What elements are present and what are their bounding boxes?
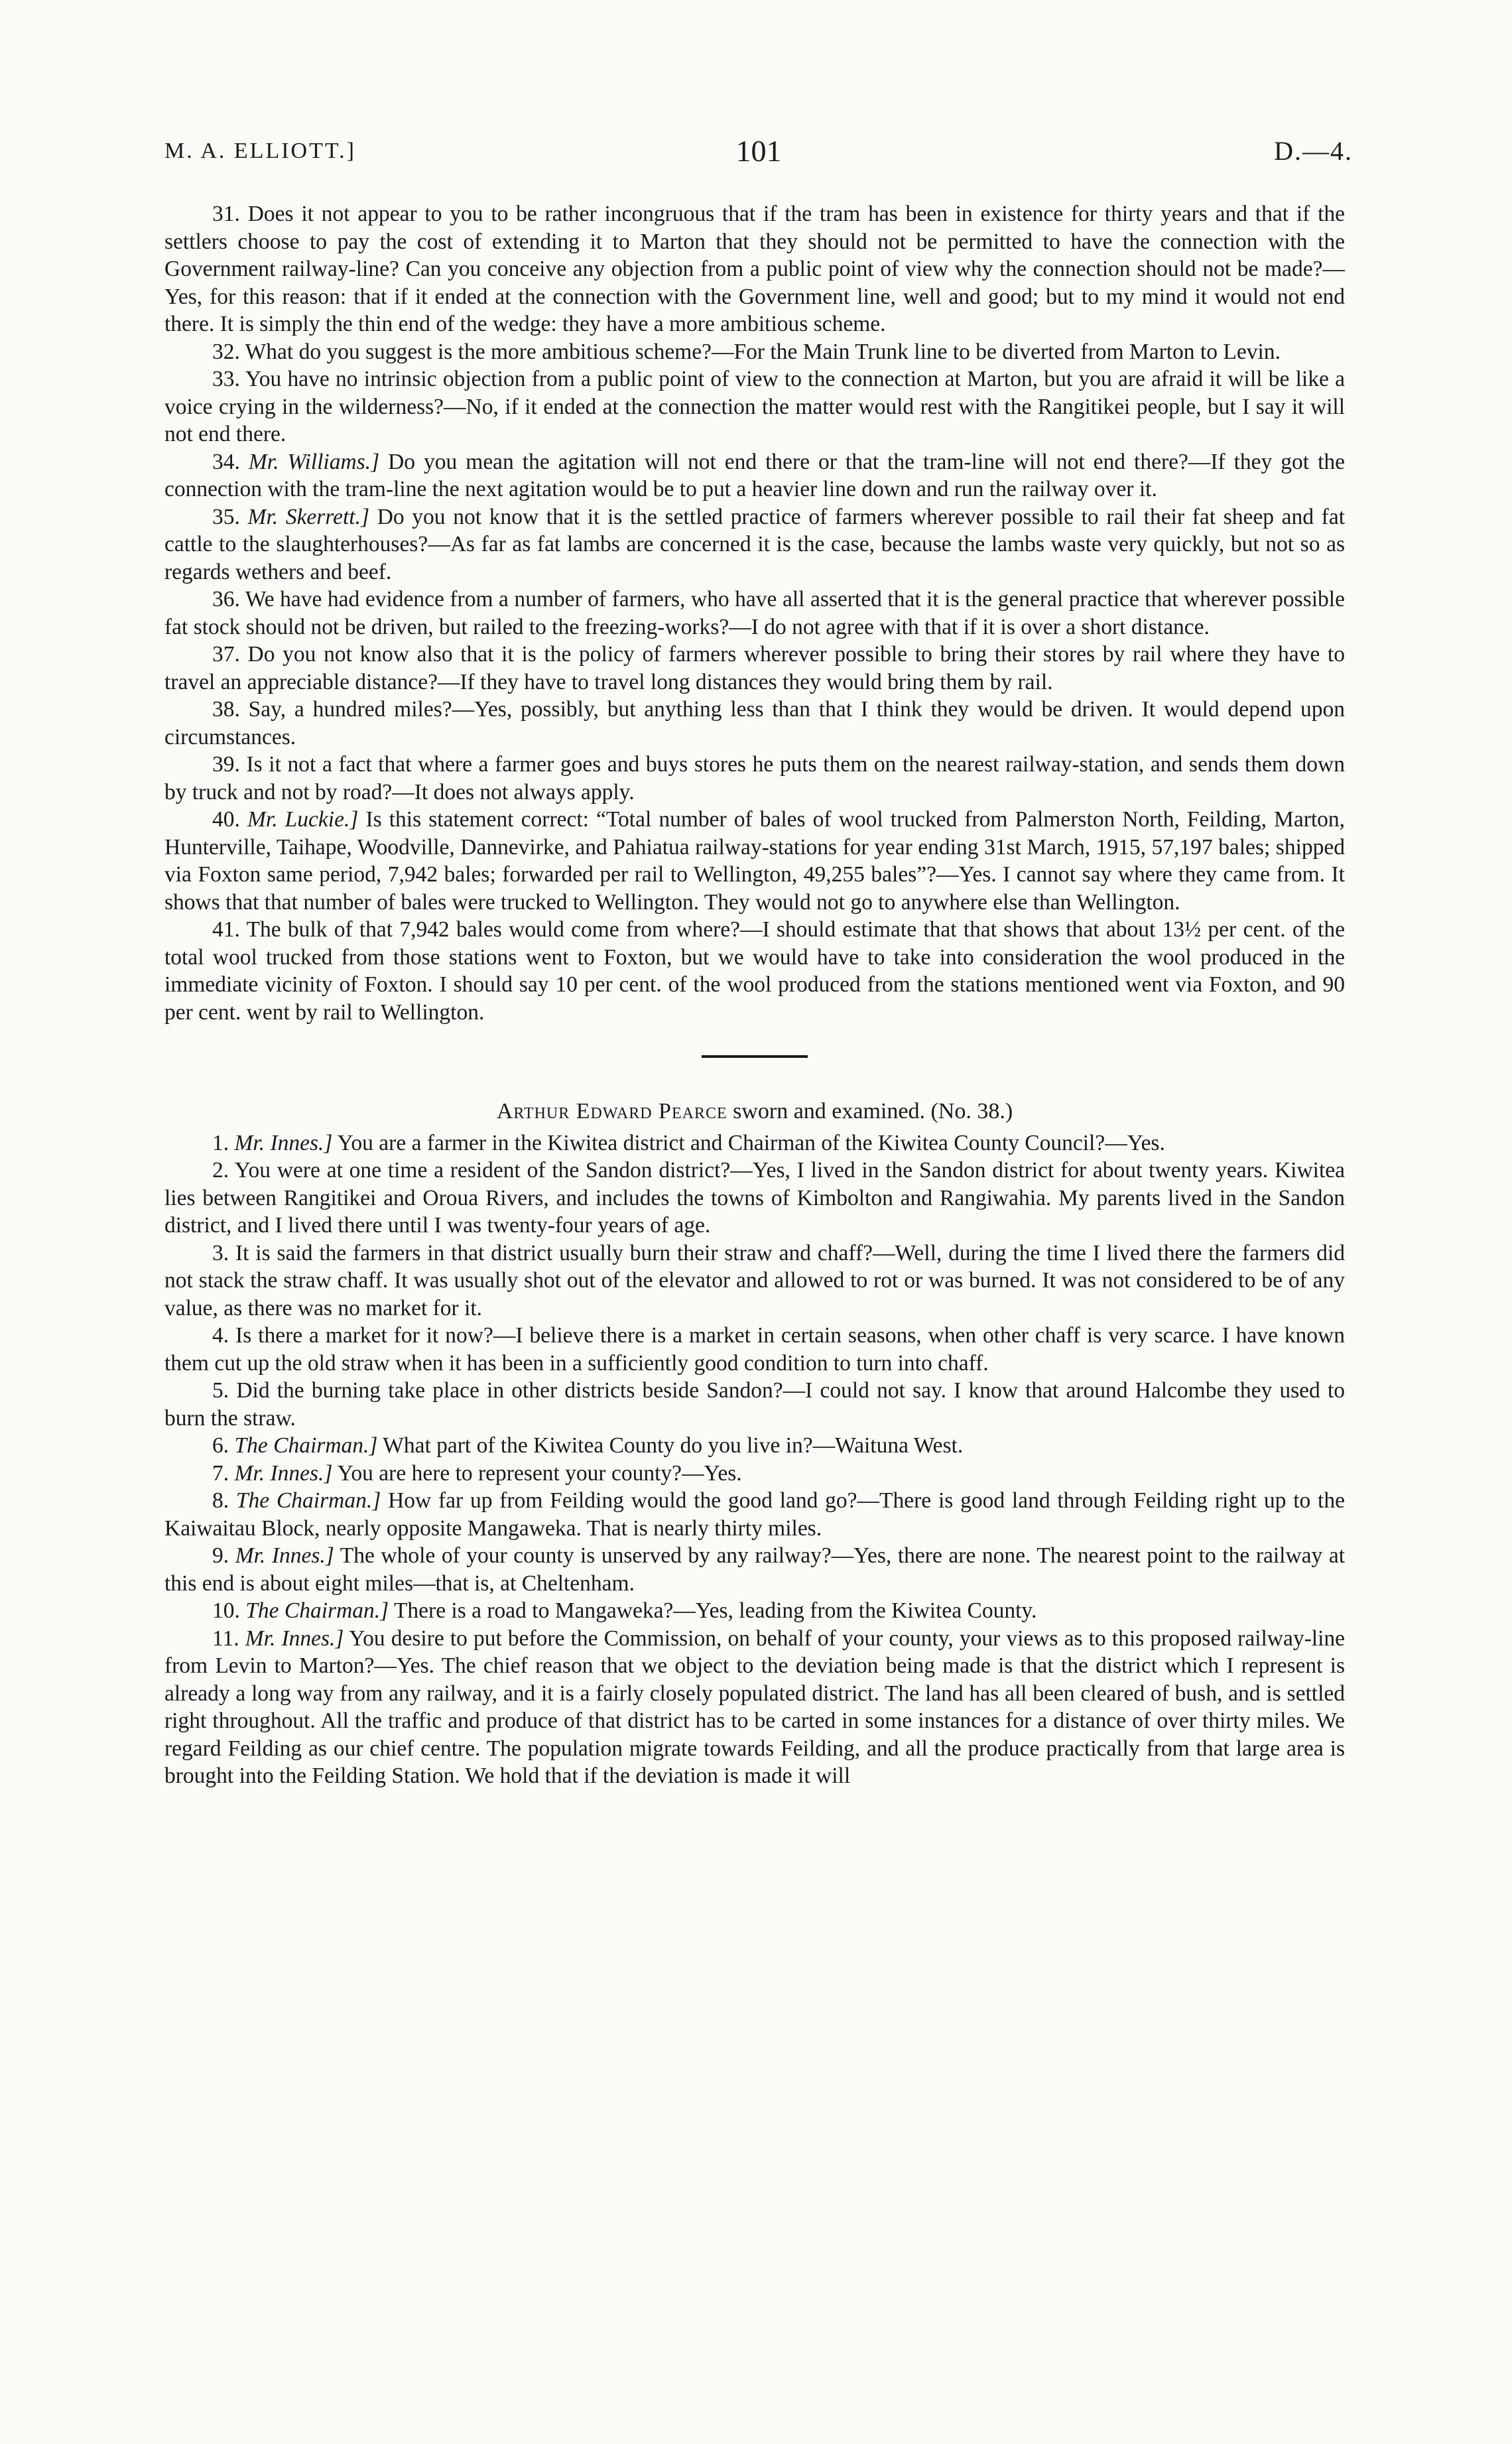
witness-heading: [164, 1098, 1345, 1126]
question-text: What do you suggest is the more ambitious scheme?—For the Main Trunk line to be diverted from Marton to Levin.: [245, 339, 1281, 364]
question-paragraph: [164, 1157, 1345, 1240]
document-reference: D.—4.: [1274, 136, 1353, 166]
question-number: 3.: [212, 1240, 229, 1265]
question-number: 6.: [212, 1433, 229, 1458]
question-text: Is there a market for it now?—I believe there is a market in certain seasons, when other chaff is very scarce. I have known them cut up the old straw when it has been in a sufficiently good condition to turn into chaff.: [164, 1323, 1345, 1376]
evidence-section-pearce: [164, 1129, 1345, 1790]
question-text: Did the burning take place in other districts beside Sandon?—I could not say. I know that around Halcombe they used to burn the straw.: [164, 1378, 1346, 1431]
question-text: Do you not know also that it is the policy of farmers wherever possible to bring their stores by rail where they have to travel an appreciable distance?—If they have to travel long distances they would bring them by rail.: [164, 642, 1345, 694]
question-paragraph: [164, 1240, 1345, 1322]
question-number: 36.: [212, 587, 240, 611]
question-number: 31.: [212, 202, 240, 226]
question-number: 8.: [212, 1488, 229, 1513]
question-number: 40.: [212, 807, 240, 832]
question-text: You are a farmer in the Kiwitea district and Chairman of the Kiwitea County Council?—Yes.: [337, 1130, 1165, 1155]
question-number: 39.: [212, 752, 240, 777]
question-text: What part of the Kiwitea County do you live in?—Waituna West.: [383, 1433, 964, 1458]
question-paragraph: [164, 806, 1345, 916]
question-number: 38.: [212, 697, 240, 722]
question-number: 9.: [212, 1543, 229, 1568]
question-number: 5.: [212, 1378, 229, 1403]
question-paragraph: [164, 503, 1345, 586]
question-paragraph: [164, 586, 1345, 641]
question-paragraph: [164, 751, 1345, 806]
question-text: You desire to put before the Commission, on behalf of your county, your views as to this proposed railway-line from Levin to Marton?—Yes. The chief reason that we object to the deviation being made is that the district which I represent is already a long way from any railway, and it is a fairly closely populated district. The land has all been cleared of bush, and is settled right throughout. All the traffic and produce of that district has to be carted in some instances for a distance of over thirty miles. We regard Feilding as our chief centre. The population migrate towards Feilding, and all the produce practically from that large area is brought into the Feilding Station. We hold that if the deviation is made it will: [164, 1626, 1346, 1788]
question-number: 2.: [212, 1158, 229, 1183]
speaker-name: Mr. Innes.]: [235, 1543, 334, 1568]
question-number: 11.: [212, 1626, 239, 1651]
witness-number: (No. 38.): [930, 1099, 1013, 1124]
question-number: 34.: [212, 449, 240, 474]
question-paragraph: [164, 200, 1345, 338]
question-paragraph: [164, 448, 1345, 503]
question-text: The bulk of that 7,942 bales would come from where?—I should estimate that that shows that about 13½ per cent. of the total wool trucked from those stations went to Foxton, but we would have to take into consideration the wool produced in the immediate vicinity of Foxton. I should say 10 per cent. of the wool produced from the stations mentioned went via Foxton, and 90 per cent. went by rail to Wellington.: [164, 917, 1345, 1025]
question-text: Do you mean the agitation will not end there or that the tram-line will not end there?—If they got the connection with the tram-line the next agitation would be to put a heavier line down and run the railway over it.: [164, 449, 1345, 501]
question-number: 10.: [212, 1598, 240, 1623]
question-text: How far up from Feilding would the good land go?—There is good land through Feilding right up to the Kaiwaitau Block, nearly opposite Mangaweka. That is nearly thirty miles.: [164, 1488, 1345, 1541]
question-paragraph: [164, 338, 1345, 366]
question-text: The whole of your county is unserved by any railway?—Yes, there are none. The nearest point to the railway at this end is about eight miles—that is, at Cheltenham.: [164, 1543, 1346, 1596]
question-text: We have had evidence from a number of farmers, who have all asserted that it is the general practice that wherever possible fat stock should not be driven, but railed to the freezing-works?—I do not agree with that if it is over a short distance.: [164, 587, 1345, 639]
header-witness-name: M. A. ELLIOTT.]: [164, 139, 356, 163]
question-paragraph: [164, 1625, 1345, 1790]
question-paragraph: [164, 1129, 1345, 1157]
question-text: You were at one time a resident of the Sandon district?—Yes, I lived in the Sandon district for about twenty years. Kiwitea lies between Rangitikei and Oroua Rivers, and includes the towns of Kimbolton and Rangiwahia. My parents lived in the Sandon district, and I lived there until I was twenty-four years of age.: [164, 1158, 1346, 1238]
speaker-name: Mr. Williams.]: [248, 449, 380, 474]
question-paragraph: [164, 1432, 1345, 1460]
question-text: Say, a hundred miles?—Yes, possibly, but anything less than that I think they would be driven. It would depend upon circumstances.: [164, 697, 1345, 749]
question-paragraph: [164, 1460, 1345, 1488]
question-paragraph: [164, 1597, 1345, 1625]
question-number: 32.: [212, 339, 240, 364]
speaker-name: The Chairman.]: [245, 1598, 389, 1623]
question-paragraph: [164, 1542, 1345, 1597]
question-number: 4.: [212, 1323, 229, 1348]
question-paragraph: [164, 696, 1345, 751]
question-number: 7.: [212, 1460, 229, 1486]
question-number: 33.: [212, 367, 240, 391]
question-paragraph: [164, 641, 1345, 696]
question-number: 37.: [212, 642, 240, 667]
question-text: You have no intrinsic objection from a public point of view to the connection at Marton, but you are afraid it will be like a voice crying in the wilderness?—No, if it ended at the connection the matter would rest with the Rangitikei people, but I say it will not end there.: [164, 367, 1345, 446]
question-text: Does it not appear to you to be rather incongruous that if the tram has been in existence for thirty years and that if the settlers choose to pay the cost of extending it to Marton that they should not be permitted to have the connection with the Government railway-line? Can you conceive any objection from a public point of view why the connection should not be made?—Yes, for this reason: that if it ended at the connection with the Government line, well and good; but to my mind it would not end there. It is simply the thin end of the wedge: they have a more ambitious scheme.: [164, 202, 1346, 336]
question-paragraph: [164, 1377, 1345, 1432]
question-paragraph: [164, 365, 1345, 448]
speaker-name: Mr. Skerrett.]: [247, 504, 370, 529]
question-number: 41.: [212, 917, 240, 942]
evidence-section-elliott: [164, 200, 1345, 1026]
question-text: You are here to represent your county?—Yes.: [337, 1460, 742, 1486]
question-text: It is said the farmers in that district usually burn their straw and chaff?—Well, during the time I lived there the farmers did not stack the straw chaff. It was usually shot out of the elevator and allowed to rot or was burned. It was not considered to be of any value, as there was no market for it.: [164, 1240, 1345, 1320]
question-number: 35.: [212, 504, 240, 529]
witness-name: Arthur Edward Pearce: [496, 1099, 727, 1124]
question-paragraph: [164, 916, 1345, 1026]
question-number: 1.: [212, 1130, 229, 1155]
question-text: Is it not a fact that where a farmer goes and buys stores he puts them on the nearest railway-station, and sends them down by truck and not by road?—It does not always apply.: [164, 752, 1346, 804]
speaker-name: Mr. Innes.]: [234, 1460, 333, 1486]
witness-sworn: sworn and examined.: [733, 1099, 925, 1124]
question-paragraph: [164, 1322, 1345, 1377]
speaker-name: The Chairman.]: [235, 1488, 381, 1513]
question-text: There is a road to Mangaweka?—Yes, leading from the Kiwitea County.: [393, 1598, 1037, 1623]
question-paragraph: [164, 1487, 1345, 1542]
speaker-name: The Chairman.]: [234, 1433, 378, 1458]
section-divider: [702, 1055, 808, 1058]
speaker-name: Mr. Luckie.]: [247, 807, 359, 832]
page-header: [164, 131, 1353, 171]
question-text: Is this statement correct: “Total number of bales of wool trucked from Palmerston North, Feilding, Marton, Hunterville, Taihape, Woodville, Dannevirke, and Pahiatua railway-stations for year ending 31st March, 1915, 57,197 bales; shipped via Foxton same period, 7,942 bales; forwarded per rail to Wellington, 49,255 bales”?—Yes. I cannot say where they came from. It shows that that number of bales were trucked to Wellington. They would not go to anywhere else than Wellington.: [164, 807, 1346, 915]
speaker-name: Mr. Innes.]: [245, 1626, 344, 1651]
speaker-name: Mr. Innes.]: [234, 1130, 333, 1155]
page-number: 101: [735, 134, 782, 168]
question-text: Do you not know that it is the settled practice of farmers wherever possible to rail their fat sheep and fat cattle to the slaughterhouses?—As far as fat lambs are concerned it is the case, because the lambs waste very quickly, but not so as regards wethers and beef.: [164, 504, 1345, 584]
document-body: [164, 200, 1345, 1790]
